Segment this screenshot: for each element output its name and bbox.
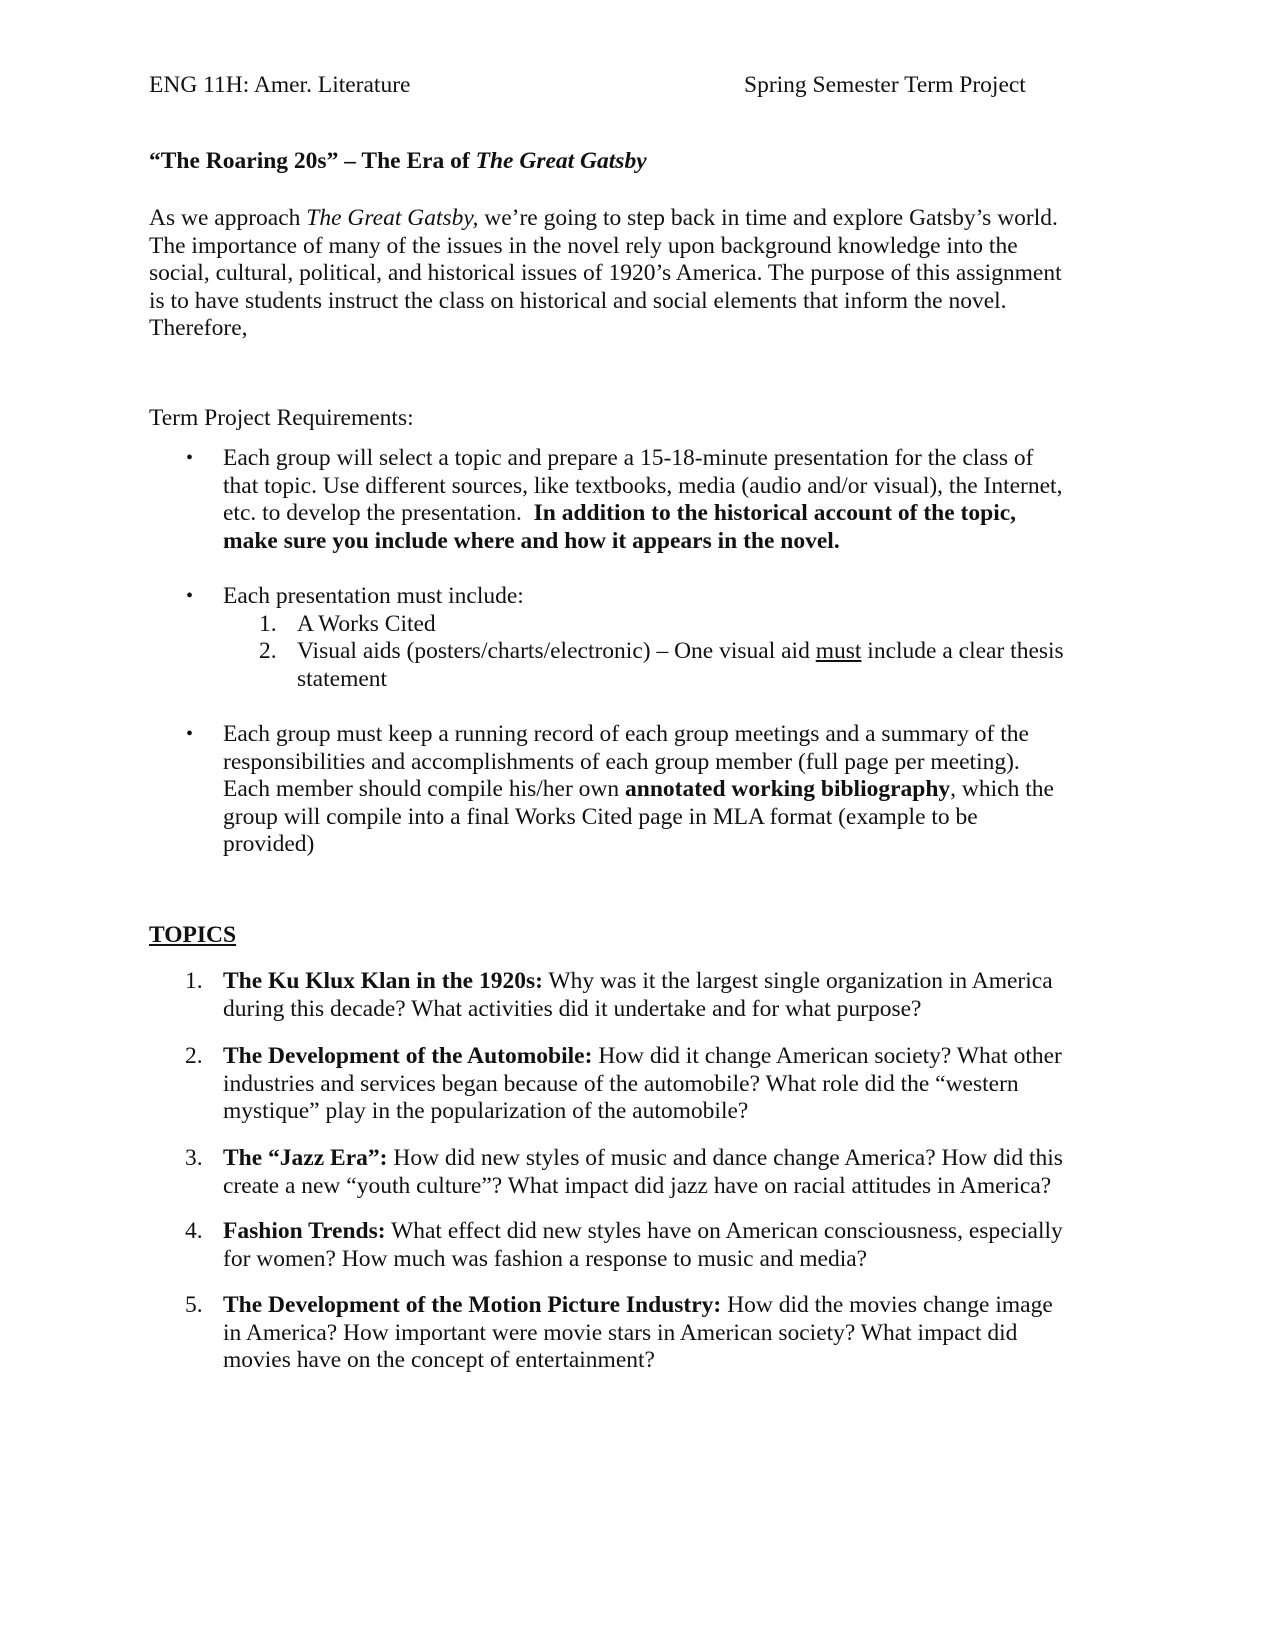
sub-item-text-part: Visual aids (posters/charts/electronic) – One visual aid xyxy=(297,638,816,664)
topic-line xyxy=(223,1218,1063,1246)
sub-item-number: 1. xyxy=(259,610,277,637)
topic-title: The Development of the Automobile: xyxy=(223,1043,593,1069)
intro-line xyxy=(149,205,1139,233)
topic-line: for women? How much was fashion a response to music and media? xyxy=(223,1245,868,1272)
bullet-text xyxy=(223,721,1054,859)
bullet-icon: • xyxy=(186,723,194,745)
topic-line xyxy=(223,1145,1063,1173)
requirements-heading: Term Project Requirements: xyxy=(149,405,414,431)
bullet-line: Each group must keep a running record of each group meetings and a summary of the xyxy=(223,721,1029,747)
topic-line xyxy=(223,968,1053,996)
topic-title: The “Jazz Era”: xyxy=(223,1145,388,1171)
intro-line: social, cultural, political, and historical issues of 1920’s America. The purpose of this assignment xyxy=(149,260,1062,286)
topic-line: create a new “youth culture”? What impact did jazz have on racial attitudes in America? xyxy=(223,1172,1052,1199)
title-italic: The Great Gatsby xyxy=(475,148,647,174)
bullet-bold-text: In addition to the historical account of the topic, xyxy=(533,500,1017,526)
topic-number: 3. xyxy=(185,1145,203,1171)
bullet-line xyxy=(223,776,1054,804)
bullet-text xyxy=(223,583,524,611)
project-header: Spring Semester Term Project xyxy=(744,72,1026,98)
bullet-line: Each presentation must include: xyxy=(223,583,524,609)
bullet-plain-text: , which the xyxy=(950,776,1054,802)
bullet-bold-text: make sure you include where and how it appears in the novel. xyxy=(223,527,840,554)
bullet-bold-text: annotated working bibliography xyxy=(625,776,951,802)
sub-item-text-part: include a clear thesis xyxy=(861,638,1064,664)
bullet-plain-text: Each member should compile his/her own xyxy=(223,776,626,802)
title-prefix: “The Roaring 20s” – The Era of xyxy=(149,148,476,174)
topic-text xyxy=(223,1043,1062,1126)
bullet-line: responsibilities and accomplishments of each group member (full page per meeting). xyxy=(223,748,1020,775)
topic-line xyxy=(223,1292,1053,1320)
topic-description: How did the movies change image xyxy=(721,1292,1053,1318)
topic-line xyxy=(223,1043,1062,1071)
topic-title: The Development of the Motion Picture Industry: xyxy=(223,1292,722,1318)
sub-item-text xyxy=(297,638,1064,666)
bullet-line xyxy=(223,500,1062,528)
bullet-line: group will compile into a final Works Cited page in MLA format (example to be xyxy=(223,803,978,830)
sub-item-text: A Works Cited xyxy=(297,610,436,637)
topic-title: The Ku Klux Klan in the 1920s: xyxy=(223,968,543,994)
topics-heading: TOPICS xyxy=(149,922,237,948)
sub-item-number: 2. xyxy=(259,638,277,664)
intro-text: we’re going to step back in time and explore Gatsby’s world. xyxy=(478,205,1058,231)
course-header: ENG 11H: Amer. Literature xyxy=(149,72,411,98)
intro-book-title: The Great Gatsby, xyxy=(306,205,479,231)
topic-line: during this decade? What activities did it undertake and for what purpose? xyxy=(223,995,922,1022)
bullet-plain-text: etc. to develop the presentation. xyxy=(223,500,534,526)
intro-text: As we approach xyxy=(149,205,307,231)
topic-description: Why was it the largest single organization in America xyxy=(542,968,1053,994)
topic-line: mystique” play in the popularization of the automobile? xyxy=(223,1098,749,1124)
topic-number: 1. xyxy=(185,968,203,994)
bullet-icon: • xyxy=(186,447,194,469)
topic-text xyxy=(223,1218,1063,1273)
topic-title: Fashion Trends: xyxy=(223,1218,386,1244)
topic-description: How did it change American society? What other xyxy=(592,1043,1062,1069)
topic-number: 5. xyxy=(185,1292,203,1318)
intro-line: The importance of many of the issues in the novel rely upon background knowledge into the xyxy=(149,232,1018,259)
topic-number: 2. xyxy=(185,1043,203,1069)
bullet-icon: • xyxy=(186,585,194,607)
bullet-line: provided) xyxy=(223,831,315,857)
topic-description: How did new styles of music and dance change America? How did this xyxy=(387,1145,1063,1171)
topic-text xyxy=(223,1145,1063,1200)
bullet-text xyxy=(223,445,1062,555)
underlined-word: must xyxy=(815,638,862,664)
topic-description: What effect did new styles have on American consciousness, especially xyxy=(385,1218,1063,1244)
bullet-line xyxy=(223,528,1062,556)
bullet-line: that topic. Use different sources, like textbooks, media (audio and/or visual), the Internet, xyxy=(223,472,1063,499)
topic-text xyxy=(223,968,1053,1023)
document-title xyxy=(149,148,647,176)
bullet-line: Each group will select a topic and prepare a 15-18-minute presentation for the class of xyxy=(223,445,1034,471)
topic-line: in America? How important were movie stars in American society? What impact did xyxy=(223,1319,1018,1346)
topic-number: 4. xyxy=(185,1218,203,1244)
topic-text xyxy=(223,1292,1053,1375)
intro-line: is to have students instruct the class on historical and social elements that inform the novel. xyxy=(149,287,1007,314)
intro-paragraph xyxy=(149,205,1139,343)
topic-line: movies have on the concept of entertainment? xyxy=(223,1347,655,1373)
topic-line: industries and services began because of the automobile? What role did the “western xyxy=(223,1070,1019,1097)
intro-line: Therefore, xyxy=(149,315,248,341)
sub-item-text: statement xyxy=(297,665,388,692)
